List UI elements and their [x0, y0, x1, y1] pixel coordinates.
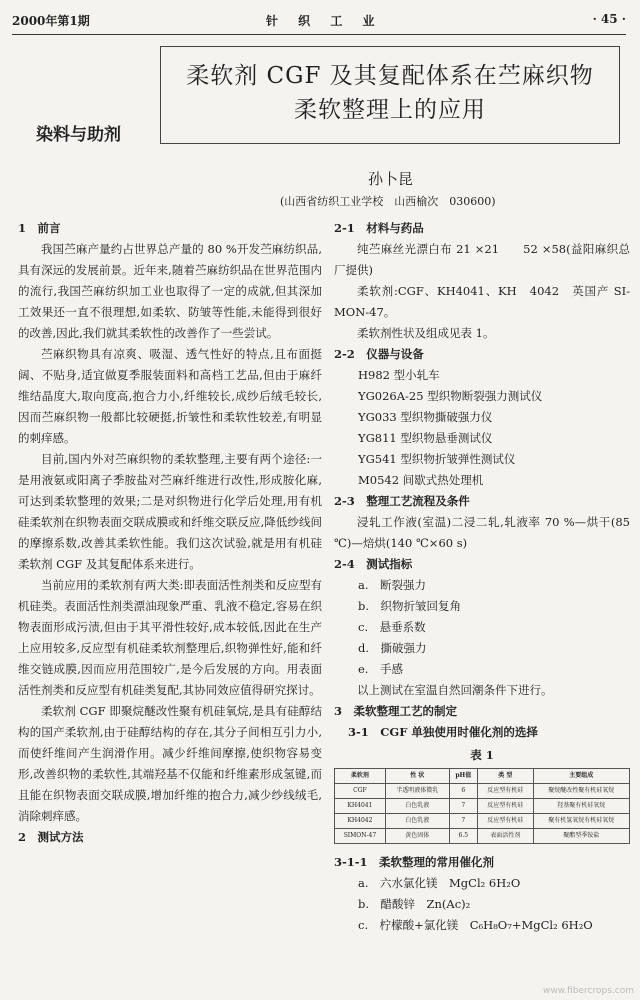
catalyst-item: a. 六水氯化镁 MgCl₂ 6H₂O — [358, 876, 521, 890]
section-heading: 2 测试方法 — [18, 830, 84, 844]
instrument-item: YG811 型织物悬垂测试仪 — [358, 431, 493, 445]
table-cell: SIMON-47 — [335, 829, 386, 844]
title-line-1: 柔软剂 CGF 及其复配体系在苎麻织物 — [186, 63, 594, 89]
indicator-item: c. 悬垂系数 — [358, 620, 426, 634]
running-header — [12, 12, 626, 34]
section-tag: 染料与助剂 — [36, 125, 121, 145]
instrument-item: YG026A-25 型织物断裂强力测试仪 — [358, 389, 543, 403]
table-cell: 半透明液体微乳 — [385, 784, 449, 799]
table-cell: 黄色固体 — [385, 829, 449, 844]
process-paragraph: 浸轧工作液(室温)二浸二轧,轧液率 70 %—烘干(85 ℃)—焙烘(140 ℃×60 s) — [334, 515, 630, 550]
instrument-item: H982 型小轧车 — [358, 368, 440, 382]
indicator-item: d. 撕破强力 — [358, 641, 427, 655]
table-row — [335, 829, 630, 844]
table-cell: KH4042 — [335, 814, 386, 829]
softener-table — [334, 768, 630, 844]
table-cell: 6.5 — [449, 829, 477, 844]
page-number: · 45 · — [592, 12, 626, 26]
table-row — [335, 784, 630, 799]
catalyst-item: c. 柠檬酸+氯化镁 C₆H₈O₇+MgCl₂ 6H₂O — [358, 918, 593, 932]
author-affiliation: (山西省纺织工业学校 山西榆次 030600) — [280, 195, 496, 208]
table-row — [335, 814, 630, 829]
instrument-item: YG541 型织物折皱弹性测试仪 — [358, 452, 516, 466]
table-cell: 反应型有机硅 — [477, 799, 533, 814]
section-3-1-heading: 3-1 CGF 单独使用时催化剂的选择 — [348, 725, 538, 739]
catalyst-item: b. 醋酸锌 Zn(Ac)₂ — [358, 897, 471, 911]
table-cell: 羟基聚有机硅氧烷 — [533, 799, 629, 814]
section-heading: 1 前言 — [18, 221, 61, 235]
table-cell: 聚有机氢氧烷有机硅氧烷 — [533, 814, 629, 829]
body-paragraph: 我国苎麻产量约占世界总产量的 80 %开发苎麻纺织品,具有深远的发展前景。近年来,随着苎麻纺织品在世界范围内的流行,我国苎麻纺织加工业也取得了一定的成就,但其深加工效果还一直不很理想,如柔软、防皱等性能,未能得到很好的改善,因此,我们就其柔软性的改善作了一些尝试。 — [18, 242, 322, 340]
body-paragraph: 苎麻织物具有凉爽、吸湿、透气性好的特点,且布面挺阔、不贴身,适宜做夏季服装面料和高档工艺品,但由于麻纤维结晶度大,取向度高,抱合力小,纤维较长,成纱后绒毛较长,因而苎麻织物一般都比较硬挺,折皱性和柔软性较差,有明显的刺痒感。 — [18, 347, 322, 445]
instrument-item: YG033 型织物撕破强力仪 — [358, 410, 493, 424]
header-rule — [12, 34, 626, 35]
watermark: www.fibercrops.com — [543, 986, 634, 996]
table-cell: CGF — [335, 784, 386, 799]
materials-paragraph-1: 纯苎麻丝光漂白布 21 ×21 52 ×58(益阳麻织总厂提供) — [334, 242, 630, 277]
table-caption: 表 1 — [470, 748, 494, 762]
title-box — [160, 46, 620, 144]
table-cell: 反应型有机硅 — [477, 814, 533, 829]
table-row — [335, 799, 630, 814]
test-conditions-note: 以上测试在室温自然回潮条件下进行。 — [357, 683, 553, 697]
body-paragraph: 当前应用的柔软剂有两大类:即表面活性剂类和反应型有机硅类。表面活性剂类漂油现象严重、乳液不稳定,容易在织物表面形成污渍,但由于其平滑性较好,成本较低,因此在生产上应用较多,反应型有机硅柔软剂整理后,织物弹性好,能和纤维交链成膜,因而应用范围较广,是今后发展的方向。用表面活性剂类和反应型有机硅类复配,其协同效应值得研究探讨。 — [18, 578, 322, 697]
journal-name: 针 织 工 业 — [266, 14, 383, 28]
right-column — [334, 218, 630, 936]
section-3-1-1-heading: 3-1-1 柔软整理的常用催化剂 — [334, 855, 495, 869]
table-cell: 白色乳液 — [385, 814, 449, 829]
left-column — [18, 218, 322, 848]
table-header-cell: 性 状 — [385, 769, 449, 784]
issue-label: 2000年第1期 — [12, 14, 90, 28]
body-paragraph: 柔软剂 CGF 即聚烷醚改性聚有机硅氧烷,是具有硅醇结构的国产柔软剂,由于硅醇结构的存在,其分子间相互引力小,而使纤维间产生润滑作用。减少纤维间摩擦,使织物容易变形,改善织物的柔软性,其端羟基不仅能和纤维素形成氢键,而且能在织物表面交联成膜,增加纤维的抱合力,减少纱线绒毛,消除刺痒感。 — [18, 704, 322, 823]
instrument-item: M0542 间歇式热处理机 — [358, 473, 484, 487]
table-cell: 7 — [449, 814, 477, 829]
materials-paragraph-2: 柔软剂:CGF、KH4041、KH 4042 英国产 SI-MON-47。 — [334, 284, 630, 319]
section-2-1-heading: 2-1 材料与药品 — [334, 221, 424, 235]
table-header-cell: 主要组成 — [533, 769, 629, 784]
materials-paragraph-3: 柔软剂性状及组成见表 1。 — [357, 326, 495, 340]
indicator-item: e. 手感 — [358, 662, 403, 676]
section-3-heading: 3 柔软整理工艺的制定 — [334, 704, 458, 718]
indicator-item: a. 断裂强力 — [358, 578, 427, 592]
table-cell: 聚酯型季铵盐 — [533, 829, 629, 844]
table-header-row — [335, 769, 630, 784]
table-header-cell: 柔软剂 — [335, 769, 386, 784]
table-cell: 反应型有机硅 — [477, 784, 533, 799]
body-paragraph: 目前,国内外对苎麻织物的柔软整理,主要有两个途径:一是用液氨或阳离子季胺盐对苎麻纤维进行改性,形成胺化麻,可达到柔软整理的效果;二是对织物进行化学后处理,用有机硅柔软剂在织物表面交联成膜或和纤维交联反应,降低纱线间的摩擦系数,改善其柔软性能。我们这次试验,就是用有机硅柔软剂 CGF 及其复配体系来进行。 — [18, 452, 322, 571]
table-header-cell: pH值 — [449, 769, 477, 784]
title-line-2: 柔软整理上的应用 — [294, 97, 486, 123]
section-2-4-heading: 2-4 测试指标 — [334, 557, 413, 571]
table-header-cell: 类 型 — [477, 769, 533, 784]
table-cell: 6 — [449, 784, 477, 799]
table-cell: 白色乳液 — [385, 799, 449, 814]
table-cell: 聚烷醚改性聚有机硅氧烷 — [533, 784, 629, 799]
indicator-item: b. 织物折皱回复角 — [358, 599, 462, 613]
table-cell: 表面活性剂 — [477, 829, 533, 844]
author-name: 孙卜昆 — [368, 170, 414, 188]
table-cell: KH4041 — [335, 799, 386, 814]
section-2-2-heading: 2-2 仪器与设备 — [334, 347, 424, 361]
section-2-3-heading: 2-3 整理工艺流程及条件 — [334, 494, 470, 508]
table-cell: 7 — [449, 799, 477, 814]
